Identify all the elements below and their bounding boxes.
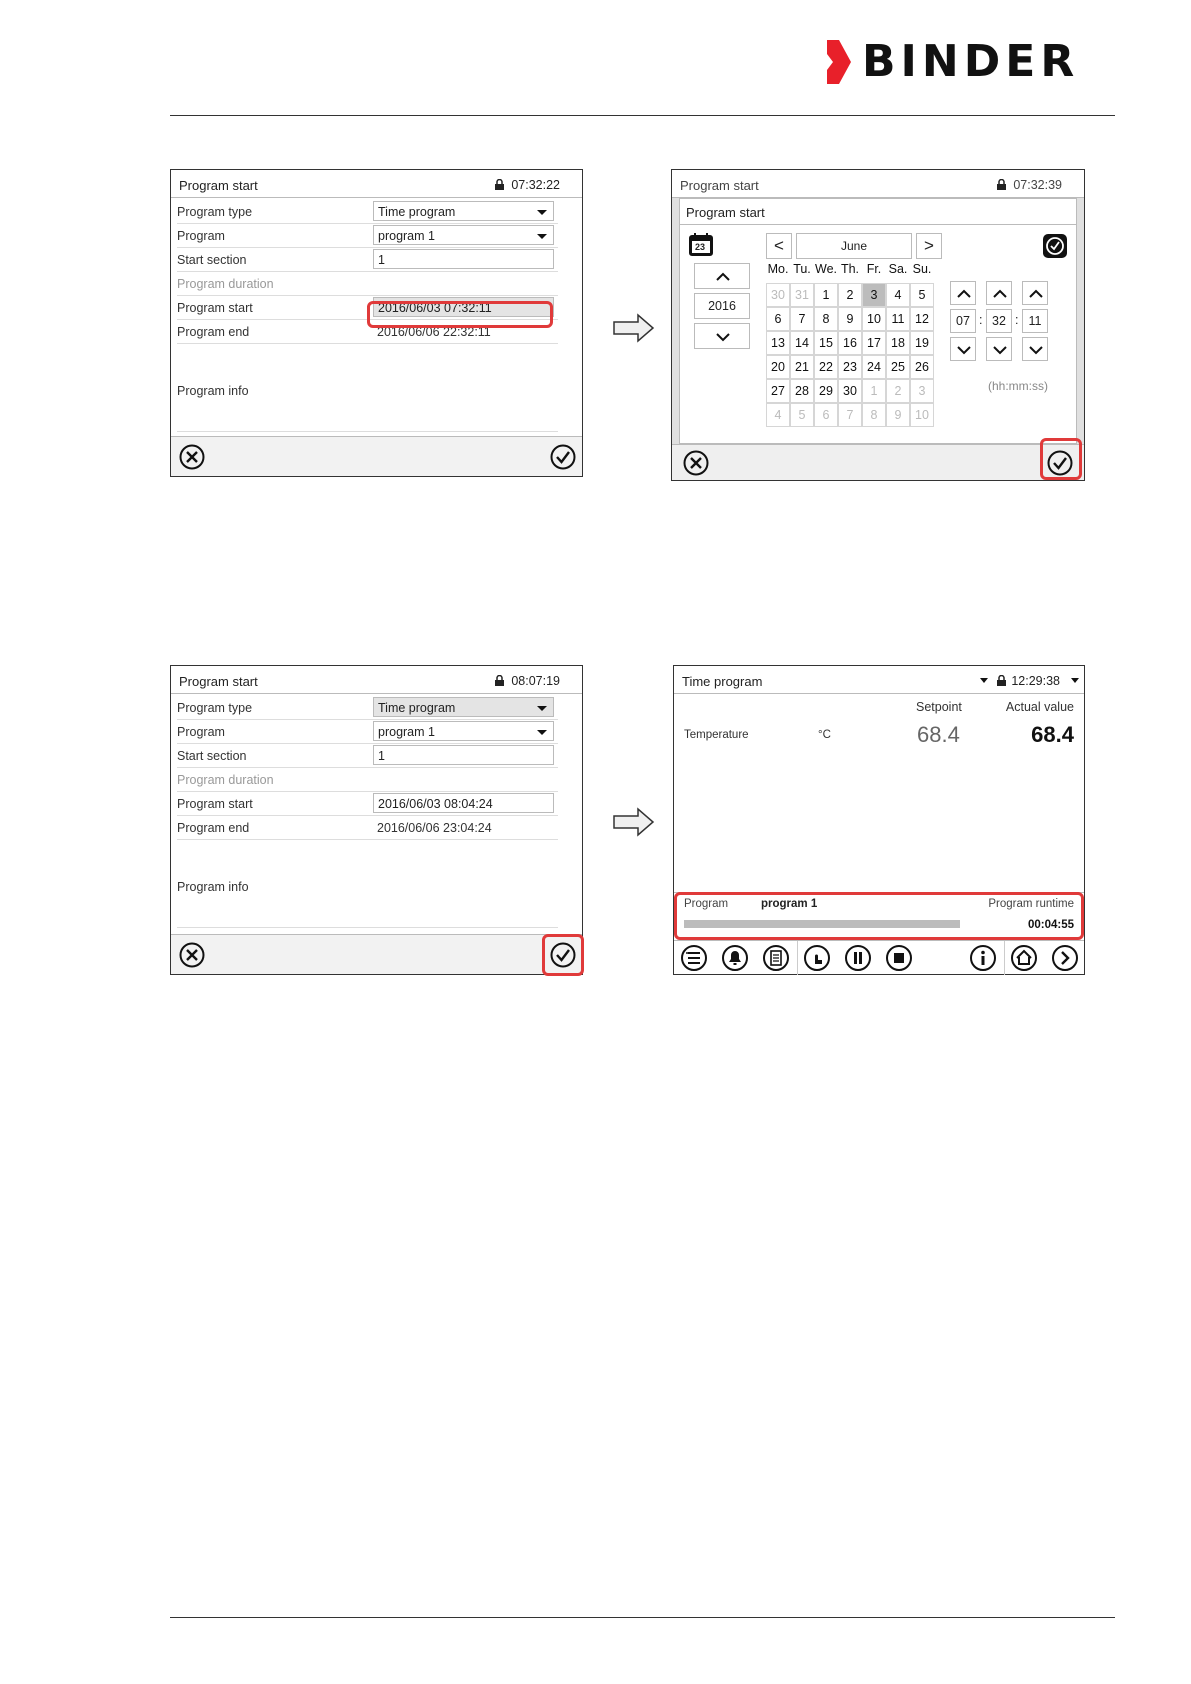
- time-separator: :: [1015, 313, 1019, 327]
- toolbar: [674, 940, 1084, 974]
- runtime-value: 00:04:55: [1027, 919, 1074, 931]
- calendar-day[interactable]: 29: [814, 379, 838, 403]
- calendar-day[interactable]: 2: [886, 379, 910, 403]
- month-value: June: [796, 233, 912, 259]
- screen-header: [171, 170, 582, 198]
- mm-down-button[interactable]: [986, 337, 1012, 361]
- setting-label: Program type: [177, 205, 253, 219]
- mm-up-button[interactable]: [986, 281, 1012, 305]
- ss-down-button[interactable]: [1022, 337, 1048, 361]
- chevron-down-icon[interactable]: [1071, 678, 1079, 683]
- screen-header: [672, 170, 1084, 198]
- highlight-program-status: [674, 892, 1084, 940]
- screen-title: Program start: [680, 178, 759, 193]
- setting-row: [177, 198, 558, 224]
- calendar-day[interactable]: 5: [910, 283, 934, 307]
- notes-icon[interactable]: [762, 944, 790, 972]
- unit-label: °C: [818, 729, 831, 741]
- program-start-screen-2: [170, 665, 583, 975]
- calendar-day[interactable]: 24: [862, 355, 886, 379]
- next-icon[interactable]: [1051, 944, 1079, 972]
- program-start-screen-1: [170, 169, 583, 477]
- dialog-title: Program start: [686, 205, 765, 220]
- calendar-day[interactable]: 5: [790, 403, 814, 427]
- calendar-day[interactable]: 4: [886, 283, 910, 307]
- header-rule: [170, 115, 1115, 116]
- calendar-day[interactable]: 8: [862, 403, 886, 427]
- setpoint-header: Setpoint: [916, 700, 962, 714]
- hh-down-button[interactable]: [950, 337, 976, 361]
- setting-label: Program start: [177, 797, 253, 811]
- setting-label: Program: [177, 229, 225, 243]
- setting-label: Program end: [177, 821, 250, 835]
- calendar-day[interactable]: 26: [910, 355, 934, 379]
- screen-footer: [171, 436, 582, 476]
- ss-up-button[interactable]: [1022, 281, 1048, 305]
- calendar-day[interactable]: 23: [838, 355, 862, 379]
- time-separator: :: [979, 313, 983, 327]
- screen-header: [674, 666, 1084, 694]
- alarm-bell-icon[interactable]: [721, 944, 749, 972]
- screen-clock: 07:32:39: [1013, 178, 1062, 192]
- calendar-day[interactable]: 7: [838, 403, 862, 427]
- info-icon[interactable]: [969, 944, 997, 972]
- binder-logo-mark: [824, 40, 854, 84]
- calendar-day[interactable]: 1: [862, 379, 886, 403]
- footer-rule: [170, 1617, 1115, 1618]
- screen-clock: 12:29:38: [1011, 674, 1060, 688]
- chevron-down-icon: [537, 234, 547, 239]
- calendar-day[interactable]: 27: [766, 379, 790, 403]
- arrow-right-icon: [612, 312, 656, 344]
- setting-input[interactable]: [373, 793, 554, 813]
- stop-icon[interactable]: [885, 944, 913, 972]
- calendar-day[interactable]: 21: [790, 355, 814, 379]
- calendar-day[interactable]: 9: [838, 307, 862, 331]
- setting-value-text: 2016/06/03 07:32:11: [378, 301, 492, 315]
- setting-value-text: program 1: [378, 725, 435, 739]
- program-info-label: Program info: [177, 384, 249, 398]
- next-month-button[interactable]: >: [916, 233, 942, 259]
- screen-footer: [171, 934, 582, 974]
- date-picker-screen: [671, 169, 1085, 481]
- cancel-button[interactable]: [682, 449, 710, 477]
- parameter-label: Temperature: [684, 729, 749, 741]
- setting-value-text: 2016/06/06 23:04:24: [377, 821, 492, 835]
- setting-label: Program type: [177, 701, 253, 715]
- setting-value-text: 2016/06/06 22:32:11: [377, 325, 491, 339]
- mm-value[interactable]: 32: [986, 309, 1012, 333]
- setting-value: [373, 817, 554, 837]
- setting-label: Program duration: [177, 277, 274, 291]
- setting-label: Program end: [177, 325, 250, 339]
- setting-label: Start section: [177, 253, 247, 267]
- weekday-label: Th.: [840, 262, 860, 276]
- binder-logo-text: BINDER: [862, 36, 1080, 87]
- calendar-day[interactable]: 16: [838, 331, 862, 355]
- setting-value-text: 1: [378, 749, 385, 763]
- calendar-day[interactable]: 18: [886, 331, 910, 355]
- calendar-icon: 23: [688, 233, 714, 257]
- calendar-day[interactable]: 15: [814, 331, 838, 355]
- calendar-day[interactable]: 4: [766, 403, 790, 427]
- setting-value-text: 1: [378, 253, 385, 267]
- calendar-day[interactable]: 14: [790, 331, 814, 355]
- screen-clock: 07:32:22: [511, 178, 560, 192]
- calendar-day[interactable]: 25: [886, 355, 910, 379]
- pause-icon[interactable]: [844, 944, 872, 972]
- chevron-down-icon: [537, 730, 547, 735]
- calendar-day[interactable]: 10: [862, 307, 886, 331]
- calendar-day[interactable]: 30: [766, 283, 790, 307]
- calendar-day[interactable]: 6: [814, 403, 838, 427]
- screen-title: Time program: [682, 674, 763, 689]
- time-format-hint: (hh:mm:ss): [988, 379, 1048, 393]
- touch-icon[interactable]: [803, 944, 831, 972]
- calendar-day[interactable]: 22: [814, 355, 838, 379]
- weekday-label: Sa.: [888, 262, 908, 276]
- chevron-down-icon: [537, 210, 547, 215]
- calendar-day[interactable]: 30: [838, 379, 862, 403]
- setting-row: [177, 814, 558, 840]
- calendar-day[interactable]: 12: [910, 307, 934, 331]
- screen-footer: [672, 444, 1084, 480]
- calendar-day[interactable]: 8: [814, 307, 838, 331]
- calendar-day[interactable]: 3: [910, 379, 934, 403]
- menu-icon[interactable]: [680, 944, 708, 972]
- calendar-day[interactable]: 11: [886, 307, 910, 331]
- setting-dropdown[interactable]: [373, 721, 554, 741]
- calendar-day[interactable]: 17: [862, 331, 886, 355]
- year-down-button[interactable]: [694, 323, 750, 349]
- calendar-day[interactable]: 1: [814, 283, 838, 307]
- setting-value-text: 2016/06/03 08:04:24: [378, 797, 493, 811]
- setting-dropdown[interactable]: [373, 225, 554, 245]
- hh-value[interactable]: 07: [950, 309, 976, 333]
- setting-row: [177, 766, 558, 792]
- hh-up-button[interactable]: [950, 281, 976, 305]
- clock-icon: [1042, 233, 1068, 259]
- setting-row: [177, 790, 558, 816]
- weekday-label: Mo.: [767, 262, 789, 276]
- setting-value-text: program 1: [378, 229, 435, 243]
- cancel-button[interactable]: [178, 443, 206, 471]
- setpoint-value[interactable]: 68.4: [917, 722, 960, 747]
- program-name: program 1: [761, 898, 818, 910]
- year-up-button[interactable]: [694, 263, 750, 289]
- lock-icon: [494, 179, 505, 190]
- arrow-right-icon: [612, 806, 656, 838]
- highlight-confirm: [542, 934, 584, 976]
- setting-row: [177, 718, 558, 744]
- home-icon[interactable]: [1010, 944, 1038, 972]
- calendar-day[interactable]: 9: [886, 403, 910, 427]
- setting-dropdown[interactable]: [373, 201, 554, 221]
- calendar-day[interactable]: 20: [766, 355, 790, 379]
- screen-title: Program start: [179, 178, 258, 193]
- setting-row: [177, 694, 558, 720]
- setting-row: [177, 222, 558, 248]
- screen-header: [171, 666, 582, 694]
- lock-icon: [494, 675, 505, 686]
- lock-icon: [996, 675, 1007, 686]
- setting-dropdown[interactable]: [373, 697, 554, 717]
- calendar-day[interactable]: 2: [838, 283, 862, 307]
- program-label: Program: [684, 898, 729, 910]
- weekday-label: Su.: [912, 262, 932, 276]
- calendar-day[interactable]: 6: [766, 307, 790, 331]
- setting-value-text: Time program: [378, 205, 456, 219]
- date-picker-dialog: [679, 198, 1077, 444]
- weekday-label: We.: [815, 262, 837, 276]
- weekday-label: Tu.: [793, 262, 811, 276]
- ss-value[interactable]: 11: [1022, 309, 1048, 333]
- chevron-down-icon: [537, 706, 547, 711]
- setting-row: [177, 742, 558, 768]
- highlight-program-start: [367, 301, 553, 328]
- setting-row: [177, 270, 558, 296]
- prev-month-button[interactable]: <: [766, 233, 792, 259]
- actual-value-header: Actual value: [1005, 700, 1074, 714]
- setting-input[interactable]: [373, 249, 554, 269]
- calendar-day[interactable]: 13: [766, 331, 790, 355]
- setting-label: Start section: [177, 749, 247, 763]
- calendar-day[interactable]: 28: [790, 379, 814, 403]
- setting-label: Program: [177, 725, 225, 739]
- chevron-down-icon[interactable]: [980, 678, 988, 683]
- setting-row: [177, 246, 558, 272]
- setting-label: Program start: [177, 301, 253, 315]
- setting-input[interactable]: [373, 745, 554, 765]
- runtime-label: Program runtime: [988, 898, 1074, 910]
- screen-clock: 08:07:19: [511, 674, 560, 688]
- setting-value-text: Time program: [378, 701, 456, 715]
- screen-title: Program start: [179, 674, 258, 689]
- calendar-day[interactable]: 7: [790, 307, 814, 331]
- year-value[interactable]: 2016: [694, 293, 750, 319]
- calendar-day[interactable]: 10: [910, 403, 934, 427]
- program-info-label: Program info: [177, 880, 249, 894]
- weekday-label: Fr.: [866, 262, 882, 276]
- actual-value: 68.4: [1031, 722, 1074, 747]
- calendar-day-selected[interactable]: 3: [862, 283, 886, 307]
- calendar-day[interactable]: 19: [910, 331, 934, 355]
- time-program-screen: [673, 665, 1085, 975]
- highlight-confirm: [1040, 438, 1082, 480]
- calendar-day[interactable]: 31: [790, 283, 814, 307]
- confirm-button[interactable]: [549, 443, 577, 471]
- binder-logo: [824, 36, 1114, 87]
- cancel-button[interactable]: [178, 941, 206, 969]
- lock-icon: [996, 179, 1007, 190]
- setting-label: Program duration: [177, 773, 274, 787]
